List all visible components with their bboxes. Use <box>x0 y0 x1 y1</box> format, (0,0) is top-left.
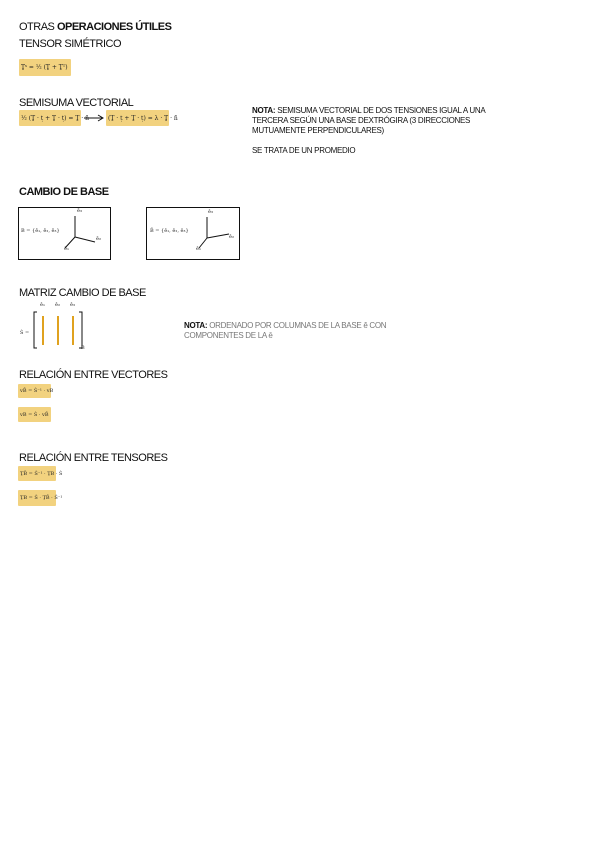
matriz-note <box>184 321 394 341</box>
tensores-formula-1: ṮB̂ = Ṡ⁻¹ · ṮB · Ṡ <box>18 466 56 481</box>
tensor-simetrico-formula: Ṯˢ = ½ (Ṯ + Ṯᵀ) <box>19 59 71 76</box>
cambio-base-heading <box>19 186 109 198</box>
axis-bhat-e3: ê₃ <box>208 209 213 215</box>
title-bold: OPERACIONES ÚTILES <box>56 21 172 33</box>
cambio-base-heading-text: CAMBIO DE BASE <box>19 186 109 198</box>
arrow-icon <box>83 113 105 123</box>
matriz-brackets-icon <box>32 310 84 350</box>
semisuma-formula-right: (Ṯ · ṭ + Ṯ · ṭ) = λ · Ṯ · ñ <box>106 110 169 126</box>
tensor-simetrico-heading: TENSOR SIMÉTRICO <box>19 38 122 50</box>
semisuma-note <box>252 106 522 136</box>
title-prefix: OTRAS <box>19 21 57 33</box>
base-bhat-label: B̂ = {ê₁, ê₂, ê₃} <box>150 228 189 234</box>
page-title <box>19 21 171 33</box>
semisuma-formula-left: ½ (Ṯ · ṭ + Ṯ · ṭ) = Ṯ · ñ <box>19 110 81 126</box>
matriz-col-label-1: ê₁ <box>40 302 45 308</box>
matriz-note-label: NOTA: <box>184 321 208 330</box>
vectores-formula-1: vB̂ = Ṡ⁻¹ · vB <box>18 384 51 398</box>
axis-b-e2: ē₂ <box>96 236 101 242</box>
matriz-col-label-2: ê₂ <box>55 302 60 308</box>
axis-b-e3: ē₃ <box>77 208 82 214</box>
base-bhat-diagram <box>146 207 240 260</box>
vectores-heading: RELACIÓN ENTRE VECTORES <box>19 369 168 381</box>
semisuma-note-text: SEMISUMA VECTORIAL DE DOS TENSIONES IGUAL A UNA TERCERA SEGÚN UNA BASE DEXTRÓGIRA (3 DIRECCIONES MUTUAMENTE PERPENDICULARES) <box>252 106 485 135</box>
semisuma-note2: SE TRATA DE UN PROMEDIO <box>252 146 356 155</box>
tensores-heading: RELACIÓN ENTRE TENSORES <box>19 452 168 464</box>
base-b-label: B = {ē₁, ē₂, ē₃} <box>21 228 60 234</box>
matriz-subscript: B <box>81 345 85 351</box>
vectores-formula-2: vB = Ṡ · vB̂ <box>18 407 51 422</box>
matriz-symbol: Ṡ = <box>20 330 30 336</box>
matriz-note-text: ORDENADO POR COLUMNAS DE LA BASE ê CON COMPONENTES DE LA ē <box>184 321 387 340</box>
matriz-diagram <box>20 300 90 352</box>
semisuma-heading: SEMISUMA VECTORIAL <box>19 97 134 109</box>
axis-b-e1: ē₁ <box>64 246 69 252</box>
semisuma-note-label: NOTA: <box>252 106 276 115</box>
matriz-col-label-3: ê₃ <box>70 302 75 308</box>
axis-bhat-e2: ê₂ <box>229 234 234 240</box>
base-b-diagram <box>18 207 111 260</box>
axis-bhat-e1: ê₁ <box>196 246 201 252</box>
matriz-heading: MATRIZ CAMBIO DE BASE <box>19 287 146 299</box>
tensores-formula-2: ṮB = Ṡ · ṮB̂ · Ṡ⁻¹ <box>18 490 56 506</box>
axes-b-icon <box>59 212 111 260</box>
